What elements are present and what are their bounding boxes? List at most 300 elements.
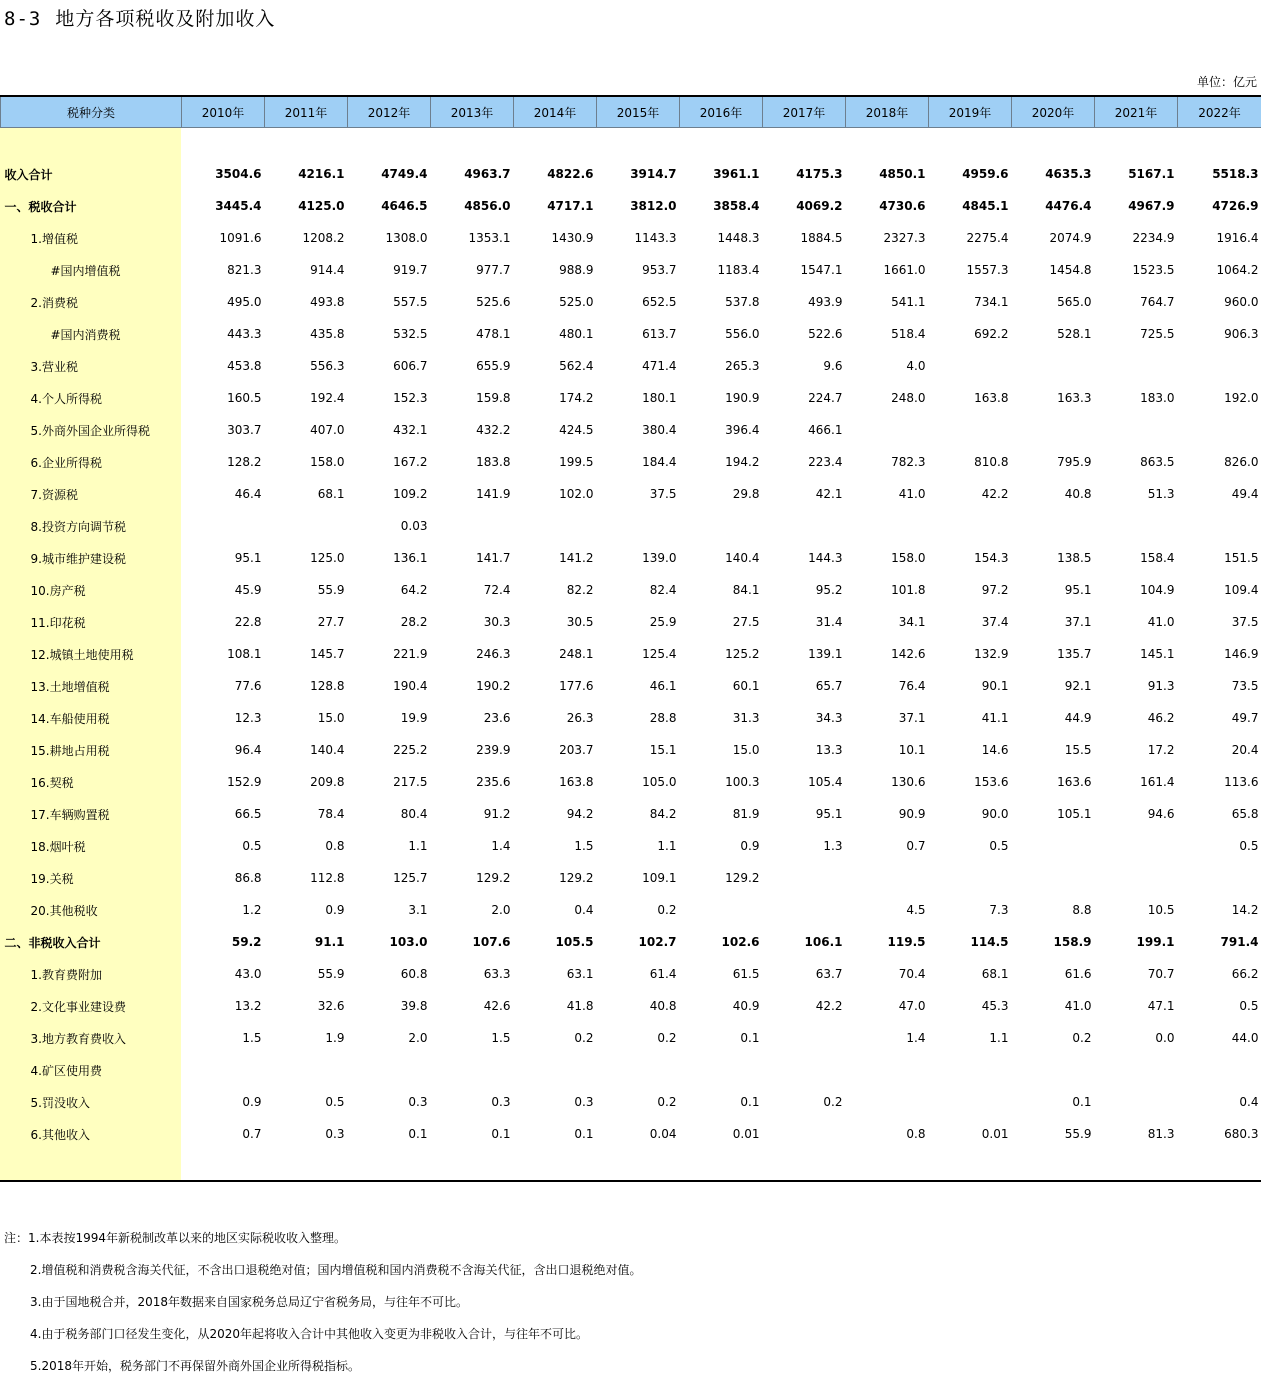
- value-cell: 192.4: [265, 382, 348, 414]
- tax-revenue-table: [0, 95, 1261, 1150]
- value-cell: 795.9: [1012, 446, 1095, 478]
- value-cell: 125.0: [265, 542, 348, 574]
- value-cell: 1448.3: [680, 222, 763, 254]
- table-row: [1, 894, 1261, 926]
- value-cell: 192.0: [1178, 382, 1261, 414]
- table-row: [1, 606, 1261, 638]
- value-cell: 0.2: [763, 1086, 846, 1118]
- value-cell: 3445.4: [182, 190, 265, 222]
- value-cell: 223.4: [763, 446, 846, 478]
- value-cell: 42.6: [431, 990, 514, 1022]
- value-cell: 1.5: [431, 1022, 514, 1054]
- value-cell: [182, 1054, 265, 1086]
- value-cell: [846, 862, 929, 894]
- value-cell: 40.9: [680, 990, 763, 1022]
- row-label: 5.外商外国企业所得税: [1, 414, 182, 446]
- notes: [4, 1222, 641, 1382]
- value-cell: [1012, 830, 1095, 862]
- value-cell: 138.5: [1012, 542, 1095, 574]
- value-cell: [265, 1054, 348, 1086]
- value-cell: 158.4: [1095, 542, 1178, 574]
- note-line: 5.2018年开始，税务部门不再保留外商外国企业所得税指标。: [4, 1350, 641, 1382]
- value-cell: 42.1: [763, 478, 846, 510]
- value-cell: 0.7: [846, 830, 929, 862]
- value-cell: 91.1: [265, 926, 348, 958]
- table-row: [1, 286, 1261, 318]
- value-cell: 86.8: [182, 862, 265, 894]
- value-cell: 556.3: [265, 350, 348, 382]
- value-cell: 1557.3: [929, 254, 1012, 286]
- value-cell: 4175.3: [763, 158, 846, 190]
- value-cell: 68.1: [265, 478, 348, 510]
- value-cell: 68.1: [929, 958, 1012, 990]
- value-cell: 480.1: [514, 318, 597, 350]
- value-cell: 144.3: [763, 542, 846, 574]
- value-cell: 4069.2: [763, 190, 846, 222]
- header-year: 2012年: [348, 96, 431, 128]
- value-cell: 0.8: [846, 1118, 929, 1150]
- header-year: 2013年: [431, 96, 514, 128]
- value-cell: 3914.7: [597, 158, 680, 190]
- value-cell: 4.5: [846, 894, 929, 926]
- value-cell: 105.5: [514, 926, 597, 958]
- value-cell: 139.1: [763, 638, 846, 670]
- value-cell: 655.9: [431, 350, 514, 382]
- value-cell: 92.1: [1012, 670, 1095, 702]
- value-cell: 94.2: [514, 798, 597, 830]
- value-cell: 495.0: [182, 286, 265, 318]
- row-label: 收入合计: [1, 158, 182, 190]
- value-cell: 4726.9: [1178, 190, 1261, 222]
- value-cell: 141.2: [514, 542, 597, 574]
- value-cell: 1.4: [431, 830, 514, 862]
- value-cell: 43.0: [182, 958, 265, 990]
- value-cell: 1430.9: [514, 222, 597, 254]
- value-cell: 95.1: [182, 542, 265, 574]
- value-cell: 203.7: [514, 734, 597, 766]
- value-cell: 209.8: [265, 766, 348, 798]
- value-cell: 977.7: [431, 254, 514, 286]
- table-row: [1, 1022, 1261, 1054]
- value-cell: 163.6: [1012, 766, 1095, 798]
- value-cell: 432.2: [431, 414, 514, 446]
- header-year: 2020年: [1012, 96, 1095, 128]
- value-cell: 2234.9: [1095, 222, 1178, 254]
- value-cell: [431, 1054, 514, 1086]
- header-category: 税种分类: [1, 96, 182, 128]
- value-cell: 235.6: [431, 766, 514, 798]
- value-cell: 94.6: [1095, 798, 1178, 830]
- header-year: 2022年: [1178, 96, 1261, 128]
- value-cell: [1012, 414, 1095, 446]
- row-label: 8.投资方向调节税: [1, 510, 182, 542]
- header-year: 2014年: [514, 96, 597, 128]
- value-cell: 1208.2: [265, 222, 348, 254]
- value-cell: 1523.5: [1095, 254, 1178, 286]
- value-cell: 424.5: [514, 414, 597, 446]
- value-cell: 72.4: [431, 574, 514, 606]
- row-label: 13.土地增值税: [1, 670, 182, 702]
- value-cell: 10.1: [846, 734, 929, 766]
- table-row: [1, 158, 1261, 190]
- value-cell: 432.1: [348, 414, 431, 446]
- value-cell: 0.2: [1012, 1022, 1095, 1054]
- value-cell: 63.7: [763, 958, 846, 990]
- value-cell: 725.5: [1095, 318, 1178, 350]
- note-line: 2.增值税和消费税含海关代征，不含出口退税绝对值；国内增值税和国内消费税不含海关代征，含出口退税绝对值。: [4, 1254, 641, 1286]
- value-cell: 15.0: [680, 734, 763, 766]
- value-cell: 518.4: [846, 318, 929, 350]
- row-label: 17.车辆购置税: [1, 798, 182, 830]
- value-cell: 914.4: [265, 254, 348, 286]
- header-year: 2011年: [265, 96, 348, 128]
- table-row: [1, 222, 1261, 254]
- bottom-rule: [0, 1180, 1261, 1182]
- value-cell: 30.3: [431, 606, 514, 638]
- value-cell: 158.9: [1012, 926, 1095, 958]
- value-cell: [182, 510, 265, 542]
- value-cell: 32.6: [265, 990, 348, 1022]
- value-cell: 4822.6: [514, 158, 597, 190]
- value-cell: 77.6: [182, 670, 265, 702]
- value-cell: 63.3: [431, 958, 514, 990]
- value-cell: 1.1: [929, 1022, 1012, 1054]
- value-cell: [1012, 350, 1095, 382]
- value-cell: 525.6: [431, 286, 514, 318]
- value-cell: [929, 1054, 1012, 1086]
- value-cell: 73.5: [1178, 670, 1261, 702]
- value-cell: 0.03: [348, 510, 431, 542]
- value-cell: 44.9: [1012, 702, 1095, 734]
- value-cell: 1.1: [597, 830, 680, 862]
- value-cell: 102.7: [597, 926, 680, 958]
- value-cell: 0.5: [929, 830, 1012, 862]
- value-cell: 159.8: [431, 382, 514, 414]
- value-cell: [1178, 350, 1261, 382]
- value-cell: 101.8: [846, 574, 929, 606]
- value-cell: [846, 510, 929, 542]
- value-cell: 0.04: [597, 1118, 680, 1150]
- value-cell: 90.0: [929, 798, 1012, 830]
- value-cell: 525.0: [514, 286, 597, 318]
- value-cell: 78.4: [265, 798, 348, 830]
- value-cell: 0.3: [348, 1086, 431, 1118]
- row-label: 11.印花税: [1, 606, 182, 638]
- value-cell: 60.1: [680, 670, 763, 702]
- value-cell: 246.3: [431, 638, 514, 670]
- table-row: [1, 382, 1261, 414]
- value-cell: 471.4: [597, 350, 680, 382]
- value-cell: 177.6: [514, 670, 597, 702]
- value-cell: 152.9: [182, 766, 265, 798]
- value-cell: 167.2: [348, 446, 431, 478]
- value-cell: 46.4: [182, 478, 265, 510]
- value-cell: 37.1: [1012, 606, 1095, 638]
- value-cell: [1178, 1054, 1261, 1086]
- value-cell: 4967.9: [1095, 190, 1178, 222]
- value-cell: [1178, 414, 1261, 446]
- value-cell: 960.0: [1178, 286, 1261, 318]
- value-cell: 1661.0: [846, 254, 929, 286]
- value-cell: 151.5: [1178, 542, 1261, 574]
- row-label: 16.契税: [1, 766, 182, 798]
- value-cell: 988.9: [514, 254, 597, 286]
- value-cell: 190.9: [680, 382, 763, 414]
- value-cell: 91.2: [431, 798, 514, 830]
- value-cell: 0.2: [597, 894, 680, 926]
- value-cell: 100.3: [680, 766, 763, 798]
- value-cell: 145.1: [1095, 638, 1178, 670]
- header-year: 2015年: [597, 96, 680, 128]
- value-cell: 84.1: [680, 574, 763, 606]
- value-cell: 217.5: [348, 766, 431, 798]
- value-cell: 0.9: [265, 894, 348, 926]
- value-cell: 34.3: [763, 702, 846, 734]
- note-line: 3.由于国地税合并，2018年数据来自国家税务总局辽宁省税务局，与往年不可比。: [4, 1286, 641, 1318]
- value-cell: 31.4: [763, 606, 846, 638]
- value-cell: 44.0: [1178, 1022, 1261, 1054]
- value-cell: 41.8: [514, 990, 597, 1022]
- value-cell: 190.4: [348, 670, 431, 702]
- value-cell: 443.3: [182, 318, 265, 350]
- value-cell: 532.5: [348, 318, 431, 350]
- value-cell: 40.8: [1012, 478, 1095, 510]
- value-cell: 478.1: [431, 318, 514, 350]
- value-cell: [348, 1054, 431, 1086]
- value-cell: 0.2: [597, 1086, 680, 1118]
- value-cell: 3.1: [348, 894, 431, 926]
- value-cell: 47.1: [1095, 990, 1178, 1022]
- value-cell: 0.8: [265, 830, 348, 862]
- value-cell: 49.4: [1178, 478, 1261, 510]
- value-cell: [763, 862, 846, 894]
- value-cell: 42.2: [929, 478, 1012, 510]
- value-cell: 184.4: [597, 446, 680, 478]
- value-cell: [929, 1086, 1012, 1118]
- value-cell: 82.2: [514, 574, 597, 606]
- row-label: 19.关税: [1, 862, 182, 894]
- value-cell: 34.1: [846, 606, 929, 638]
- header-year: 2010年: [182, 96, 265, 128]
- row-label: #国内增值税: [1, 254, 182, 286]
- value-cell: 1916.4: [1178, 222, 1261, 254]
- row-label: 一、税收合计: [1, 190, 182, 222]
- value-cell: 46.1: [597, 670, 680, 702]
- value-cell: 1353.1: [431, 222, 514, 254]
- value-cell: 13.3: [763, 734, 846, 766]
- value-cell: 41.0: [1095, 606, 1178, 638]
- table-row: [1, 1118, 1261, 1150]
- value-cell: 0.1: [514, 1118, 597, 1150]
- value-cell: [929, 510, 1012, 542]
- value-cell: 0.1: [680, 1086, 763, 1118]
- value-cell: [763, 1022, 846, 1054]
- value-cell: 109.4: [1178, 574, 1261, 606]
- value-cell: 95.2: [763, 574, 846, 606]
- value-cell: 49.7: [1178, 702, 1261, 734]
- value-cell: 606.7: [348, 350, 431, 382]
- value-cell: 13.2: [182, 990, 265, 1022]
- value-cell: [846, 1086, 929, 1118]
- value-cell: 199.5: [514, 446, 597, 478]
- value-cell: 27.7: [265, 606, 348, 638]
- value-cell: 136.1: [348, 542, 431, 574]
- value-cell: 20.4: [1178, 734, 1261, 766]
- value-cell: 55.9: [1012, 1118, 1095, 1150]
- value-cell: 41.0: [846, 478, 929, 510]
- value-cell: 59.2: [182, 926, 265, 958]
- value-cell: 27.5: [680, 606, 763, 638]
- value-cell: 10.5: [1095, 894, 1178, 926]
- value-cell: 81.3: [1095, 1118, 1178, 1150]
- value-cell: 183.0: [1095, 382, 1178, 414]
- value-cell: 119.5: [846, 926, 929, 958]
- value-cell: 1.9: [265, 1022, 348, 1054]
- value-cell: 0.01: [680, 1118, 763, 1150]
- value-cell: 158.0: [846, 542, 929, 574]
- value-cell: 41.0: [1012, 990, 1095, 1022]
- value-cell: 174.2: [514, 382, 597, 414]
- table-row: [1, 926, 1261, 958]
- value-cell: 129.2: [514, 862, 597, 894]
- value-cell: [763, 894, 846, 926]
- value-cell: 146.9: [1178, 638, 1261, 670]
- row-label: 6.企业所得税: [1, 446, 182, 478]
- value-cell: 0.7: [182, 1118, 265, 1150]
- value-cell: 2074.9: [1012, 222, 1095, 254]
- value-cell: 125.7: [348, 862, 431, 894]
- value-cell: 4646.5: [348, 190, 431, 222]
- table-row: [1, 798, 1261, 830]
- value-cell: 4717.1: [514, 190, 597, 222]
- value-cell: [1012, 862, 1095, 894]
- value-cell: 40.8: [597, 990, 680, 1022]
- row-label: 5.罚没收入: [1, 1086, 182, 1118]
- value-cell: 128.2: [182, 446, 265, 478]
- value-cell: 0.1: [348, 1118, 431, 1150]
- value-cell: 31.3: [680, 702, 763, 734]
- value-cell: 37.4: [929, 606, 1012, 638]
- value-cell: 61.5: [680, 958, 763, 990]
- value-cell: 28.2: [348, 606, 431, 638]
- value-cell: 37.5: [1178, 606, 1261, 638]
- value-cell: 60.8: [348, 958, 431, 990]
- table-row: [1, 318, 1261, 350]
- value-cell: [929, 862, 1012, 894]
- value-cell: 3858.4: [680, 190, 763, 222]
- value-cell: [680, 894, 763, 926]
- value-cell: 90.1: [929, 670, 1012, 702]
- value-cell: 30.5: [514, 606, 597, 638]
- value-cell: 8.8: [1012, 894, 1095, 926]
- value-cell: 3504.6: [182, 158, 265, 190]
- value-cell: 76.4: [846, 670, 929, 702]
- value-cell: 0.0: [1095, 1022, 1178, 1054]
- value-cell: 565.0: [1012, 286, 1095, 318]
- value-cell: [514, 510, 597, 542]
- value-cell: 0.4: [514, 894, 597, 926]
- value-cell: 139.0: [597, 542, 680, 574]
- value-cell: 0.01: [929, 1118, 1012, 1150]
- value-cell: 4749.4: [348, 158, 431, 190]
- table-row: [1, 638, 1261, 670]
- table-number: 8-3: [4, 8, 41, 30]
- value-cell: 125.4: [597, 638, 680, 670]
- value-cell: 140.4: [680, 542, 763, 574]
- value-cell: [1095, 1054, 1178, 1086]
- value-cell: [265, 510, 348, 542]
- value-cell: 0.3: [265, 1118, 348, 1150]
- spacer-row: [1, 128, 1261, 159]
- value-cell: 61.6: [1012, 958, 1095, 990]
- data-table-area: [0, 95, 1261, 1182]
- header-year: 2019年: [929, 96, 1012, 128]
- table-row: [1, 510, 1261, 542]
- value-cell: [1012, 1054, 1095, 1086]
- value-cell: 140.4: [265, 734, 348, 766]
- table-row: [1, 734, 1261, 766]
- value-cell: 47.0: [846, 990, 929, 1022]
- table-row: [1, 1086, 1261, 1118]
- value-cell: 70.4: [846, 958, 929, 990]
- value-cell: 239.9: [431, 734, 514, 766]
- value-cell: [1095, 510, 1178, 542]
- row-label: 10.房产税: [1, 574, 182, 606]
- value-cell: 2275.4: [929, 222, 1012, 254]
- table-row: [1, 958, 1261, 990]
- value-cell: 953.7: [597, 254, 680, 286]
- value-cell: 82.4: [597, 574, 680, 606]
- value-cell: 161.4: [1095, 766, 1178, 798]
- value-cell: 4730.6: [846, 190, 929, 222]
- value-cell: 221.9: [348, 638, 431, 670]
- value-cell: 145.7: [265, 638, 348, 670]
- value-cell: 81.9: [680, 798, 763, 830]
- value-cell: 863.5: [1095, 446, 1178, 478]
- table-title: 地方各项税收及附加收入: [55, 8, 275, 30]
- row-label: 14.车船使用税: [1, 702, 182, 734]
- value-cell: 0.5: [1178, 830, 1261, 862]
- value-cell: 128.8: [265, 670, 348, 702]
- row-label: 9.城市维护建设税: [1, 542, 182, 574]
- value-cell: 2.0: [431, 894, 514, 926]
- row-label: 3.地方教育费收入: [1, 1022, 182, 1054]
- value-cell: 821.3: [182, 254, 265, 286]
- value-cell: 130.6: [846, 766, 929, 798]
- value-cell: [431, 510, 514, 542]
- value-cell: 163.8: [514, 766, 597, 798]
- value-cell: 0.9: [182, 1086, 265, 1118]
- value-cell: 66.2: [1178, 958, 1261, 990]
- header-year: 2018年: [846, 96, 929, 128]
- value-cell: 37.5: [597, 478, 680, 510]
- value-cell: 5167.1: [1095, 158, 1178, 190]
- header-row: [1, 96, 1261, 128]
- value-cell: 17.2: [1095, 734, 1178, 766]
- row-label: 20.其他税收: [1, 894, 182, 926]
- value-cell: 4845.1: [929, 190, 1012, 222]
- value-cell: 0.5: [265, 1086, 348, 1118]
- row-label: 4.矿区使用费: [1, 1054, 182, 1086]
- value-cell: 104.9: [1095, 574, 1178, 606]
- value-cell: 407.0: [265, 414, 348, 446]
- row-label: 1.增值税: [1, 222, 182, 254]
- table-row: [1, 862, 1261, 894]
- value-cell: 105.4: [763, 766, 846, 798]
- value-cell: [929, 414, 1012, 446]
- value-cell: [597, 1054, 680, 1086]
- value-cell: 163.3: [1012, 382, 1095, 414]
